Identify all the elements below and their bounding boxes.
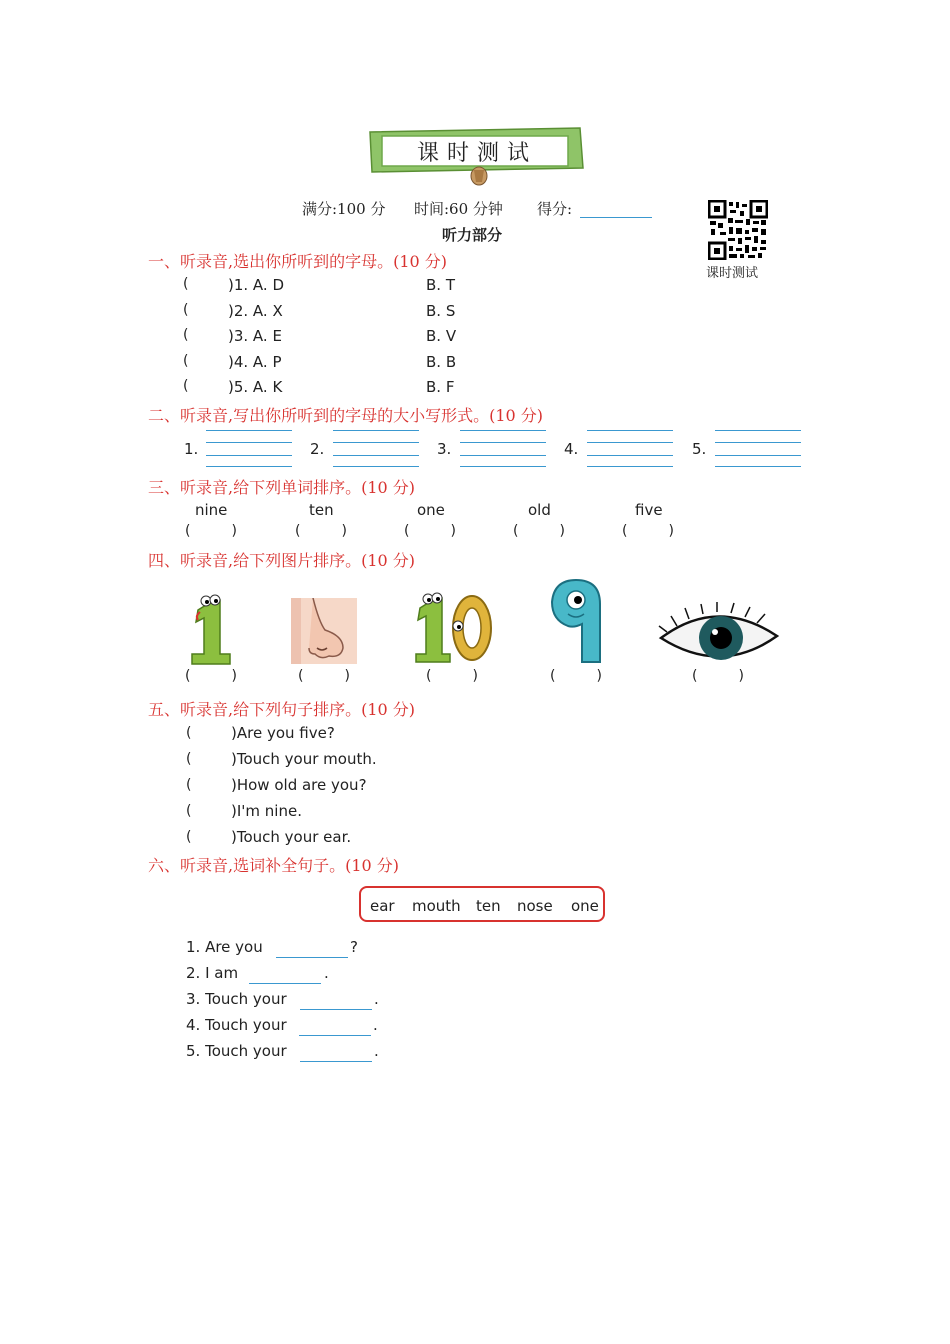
writing-line-base[interactable] [587, 455, 673, 456]
option-a: )2. A. X [228, 302, 283, 320]
fill-sentence: 3. Touch your [186, 990, 287, 1008]
page-title: 课时测试 [416, 141, 537, 166]
word-box-item: nose [517, 897, 553, 915]
sentence-item [186, 828, 446, 848]
paren-close: ) [472, 668, 478, 684]
option-b: B. B [426, 353, 457, 371]
sentence-item [186, 750, 446, 770]
writing-line-bottom[interactable] [715, 466, 801, 467]
word-one: one [417, 501, 445, 519]
answer-paren[interactable] [622, 523, 674, 539]
option-a: )4. A. P [228, 353, 282, 371]
fill-sentence: 2. I am [186, 964, 239, 982]
answer-paren[interactable] [298, 668, 350, 684]
writing-number: 5. [692, 440, 707, 458]
option-b: B. T [426, 276, 455, 294]
section1-item [183, 353, 483, 373]
paren-close: ) [344, 668, 350, 684]
word-box-item: mouth [412, 897, 461, 915]
qr-caption: 课时测试 [706, 266, 759, 281]
section4-title: 四、听录音,给下列图片排序。(10 分) [148, 551, 416, 570]
paren-open: ( [622, 523, 628, 539]
paren-open: ( [295, 523, 301, 539]
sentence-text: )Touch your mouth. [231, 750, 377, 768]
option-b: B. V [426, 327, 457, 345]
word-box-item: ear [370, 897, 395, 915]
option-a: )3. A. E [228, 327, 282, 345]
option-a: )5. A. K [228, 378, 283, 396]
word-five: five [635, 501, 663, 519]
number-one-icon [184, 592, 236, 666]
fill-sentence: 4. Touch your [186, 1016, 287, 1034]
section1-item [183, 378, 483, 398]
writing-line-mid[interactable] [587, 442, 673, 443]
paren-close: ) [738, 668, 744, 684]
paren-open: ( [185, 668, 191, 684]
word-nine: nine [195, 501, 228, 519]
paren-open: ( [550, 668, 556, 684]
sentence-item [186, 724, 446, 744]
fill-blank[interactable] [276, 957, 348, 958]
writing-line-bottom[interactable] [587, 466, 673, 467]
paren-open: ( [404, 523, 410, 539]
score-label: 得分: [537, 200, 573, 218]
writing-line-bottom[interactable] [333, 466, 419, 467]
answer-paren[interactable] [550, 668, 602, 684]
eye-icon [657, 602, 781, 664]
writing-number: 3. [437, 440, 452, 458]
answer-paren[interactable]: ( [186, 725, 192, 741]
paren-open: ( [692, 668, 698, 684]
option-a: )1. A. D [228, 276, 285, 294]
sentence-item [186, 802, 446, 822]
answer-paren[interactable]: ( [186, 751, 192, 767]
writing-line-base[interactable] [206, 455, 292, 456]
answer-paren[interactable]: ( [186, 829, 192, 845]
fill-sentence-end: . [374, 990, 379, 1008]
section2-title: 二、听录音,写出你所听到的字母的大小写形式。(10 分) [148, 406, 544, 425]
writing-line-base[interactable] [460, 455, 546, 456]
picture-eye [657, 602, 781, 664]
fill-blank[interactable] [299, 1035, 371, 1036]
writing-line-mid[interactable] [206, 442, 292, 443]
sentence-text: )I'm nine. [231, 802, 302, 820]
full-score: 满分:100 分 [302, 200, 386, 218]
writing-line-mid[interactable] [715, 442, 801, 443]
fill-blank[interactable] [249, 983, 321, 984]
section1-item [183, 276, 483, 296]
writing-line-base[interactable] [333, 455, 419, 456]
sentence-text: )How old are you? [231, 776, 367, 794]
time-limit: 时间:60 分钟 [414, 200, 503, 218]
fill-sentence-end: ? [350, 938, 358, 956]
fill-sentence-end: . [373, 1016, 378, 1034]
score-blank[interactable] [580, 217, 652, 218]
answer-paren[interactable] [185, 523, 237, 539]
picture-number-ten [412, 590, 496, 666]
qr-code[interactable] [708, 200, 768, 260]
fill-blank[interactable] [300, 1061, 372, 1062]
word-box-item: one [571, 897, 599, 915]
paren-close: ) [668, 523, 674, 539]
answer-paren[interactable] [404, 523, 456, 539]
option-b: B. F [426, 378, 455, 396]
paren-close: ) [450, 523, 456, 539]
writing-line-top[interactable] [587, 430, 673, 431]
fill-sentence: 1. Are you [186, 938, 263, 956]
writing-number: 1. [184, 440, 199, 458]
paren-close: ) [559, 523, 565, 539]
writing-line-mid[interactable] [333, 442, 419, 443]
answer-paren[interactable]: ( [183, 302, 189, 318]
number-ten-icon [412, 590, 496, 666]
answer-paren[interactable] [185, 668, 237, 684]
fill-sentence-end: . [324, 964, 329, 982]
answer-paren[interactable]: ( [186, 803, 192, 819]
section1-item [183, 327, 483, 347]
word-old: old [528, 501, 551, 519]
word-ten: ten [309, 501, 334, 519]
section6-title: 六、听录音,选词补全句子。(10 分) [148, 856, 400, 875]
nose-icon [291, 598, 357, 664]
answer-paren[interactable]: ( [183, 276, 189, 292]
answer-paren[interactable] [513, 523, 565, 539]
writing-line-bottom[interactable] [206, 466, 292, 467]
answer-paren[interactable]: ( [183, 327, 189, 343]
listening-part-heading: 听力部分 [442, 226, 503, 244]
section1-item [183, 302, 483, 322]
writing-number: 4. [564, 440, 579, 458]
writing-line-top[interactable] [206, 430, 292, 431]
section1-title: 一、听录音,选出你所听到的字母。(10 分) [148, 252, 448, 271]
word-box-item: ten [476, 897, 501, 915]
paren-close: ) [231, 523, 237, 539]
sentence-item [186, 776, 446, 796]
word-box [359, 886, 605, 922]
picture-number-one [184, 592, 236, 666]
writing-line-bottom[interactable] [460, 466, 546, 467]
writing-number: 2. [310, 440, 325, 458]
answer-paren[interactable]: ( [183, 378, 189, 394]
picture-nose [291, 598, 357, 664]
fill-sentence-end: . [374, 1042, 379, 1060]
answer-paren[interactable]: ( [186, 777, 192, 793]
fill-blank[interactable] [300, 1009, 372, 1010]
paren-close: ) [341, 523, 347, 539]
answer-paren[interactable] [692, 668, 744, 684]
option-b: B. S [426, 302, 456, 320]
number-nine-icon [550, 578, 604, 664]
sentence-text: )Touch your ear. [231, 828, 352, 846]
fill-sentence: 5. Touch your [186, 1042, 287, 1060]
qr-code-icon [708, 200, 768, 260]
writing-line-top[interactable] [333, 430, 419, 431]
answer-paren[interactable]: ( [183, 353, 189, 369]
section3-title: 三、听录音,给下列单词排序。(10 分) [148, 478, 416, 497]
paren-open: ( [513, 523, 519, 539]
paren-open: ( [185, 523, 191, 539]
sentence-text: )Are you five? [231, 724, 335, 742]
writing-line-top[interactable] [715, 430, 801, 431]
picture-number-nine [550, 578, 604, 664]
writing-line-base[interactable] [715, 455, 801, 456]
writing-line-top[interactable] [460, 430, 546, 431]
paren-open: ( [426, 668, 432, 684]
paren-close: ) [596, 668, 602, 684]
writing-line-mid[interactable] [460, 442, 546, 443]
section5-title: 五、听录音,给下列句子排序。(10 分) [148, 700, 416, 719]
answer-paren[interactable] [426, 668, 478, 684]
paren-open: ( [298, 668, 304, 684]
paren-close: ) [231, 668, 237, 684]
answer-paren[interactable] [295, 523, 347, 539]
